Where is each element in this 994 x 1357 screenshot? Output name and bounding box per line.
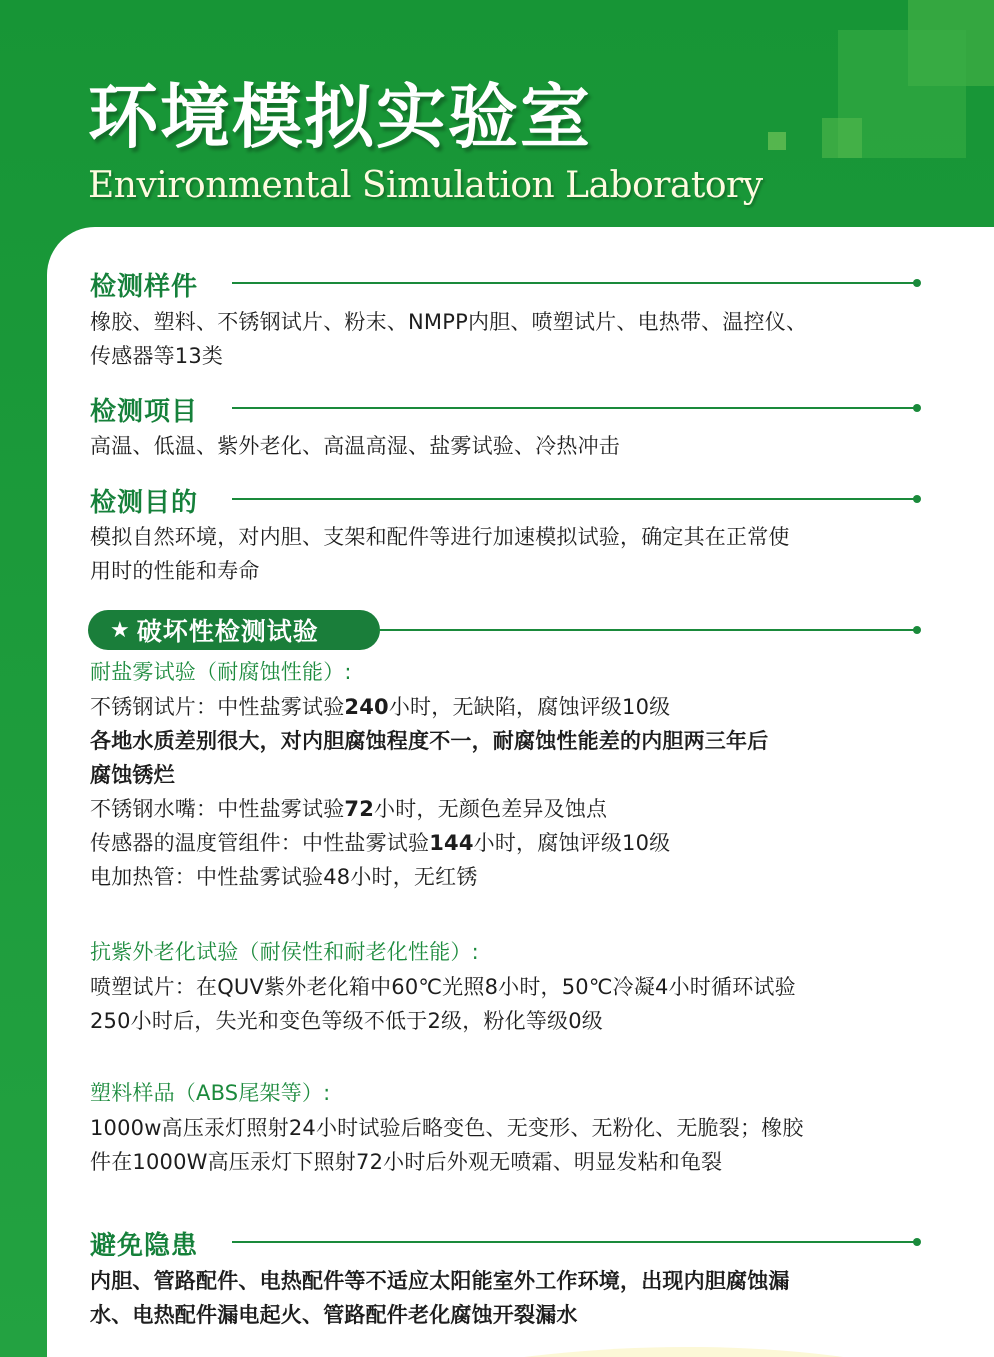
section-title: 检测目的 [90, 487, 199, 518]
section-heading-samples [90, 268, 210, 300]
section-body-avoid [90, 1264, 930, 1332]
star-icon: ★ [110, 617, 131, 643]
section-body-uv [90, 970, 930, 1038]
text-span: 小时，无颜色差异及蚀点 [374, 797, 608, 821]
text-line: 高温、低温、紫外老化、高温高湿、盐雾试验、冷热冲击 [90, 434, 620, 458]
text-line: 喷塑试片：在QUV紫外老化箱中60℃光照8小时，50℃冷凝4小时循环试验 [90, 975, 796, 999]
decor-square [822, 118, 862, 158]
subsection-title-uv: 抗紫外老化试验（耐侯性和耐老化性能）: [90, 940, 479, 964]
section-body-items [90, 429, 930, 463]
section-body-salt [90, 690, 930, 894]
section-body-plastic [90, 1111, 930, 1179]
text-line: 各地水质差别很大，对内胆腐蚀程度不一，耐腐蚀性能差的内胆两三年后 [90, 729, 769, 753]
text-span: 小时，无缺陷，腐蚀评级10级 [388, 695, 671, 719]
subsection-title-salt: 耐盐雾试验（耐腐蚀性能）: [90, 660, 352, 684]
text-line: 内胆、管路配件、电热配件等不适应太阳能室外工作环境，出现内胆腐蚀漏 [90, 1269, 790, 1293]
text-line: 模拟自然环境，对内胆、支架和配件等进行加速模拟试验，确定其在正常使 [90, 525, 790, 549]
text-line [90, 792, 930, 826]
text-line [90, 826, 930, 860]
text-span: 不锈钢试片：中性盐雾试验 [90, 695, 345, 719]
page-subtitle: Environmental Simulation Laboratory [88, 165, 763, 206]
section-title: 避免隐患 [90, 1230, 199, 1261]
text-line: 1000w高压汞灯照射24小时试验后略变色、无变形、无粉化、无脆裂；橡胶 [90, 1116, 804, 1140]
text-number: 72 [344, 797, 375, 821]
section-heading-avoid [90, 1227, 210, 1259]
page-title: 环境模拟实验室 [88, 76, 592, 158]
text-number: 240 [344, 695, 389, 719]
text-line: 腐蚀锈烂 [90, 763, 175, 787]
decor-square [768, 132, 786, 150]
text-line: 电加热管：中性盐雾试验48小时，无红锈 [90, 865, 478, 889]
destructive-test-badge [88, 610, 380, 650]
section-body-purpose [90, 520, 930, 588]
text-line: 件在1000W高压汞灯下照射72小时后外观无喷霜、明显发粘和龟裂 [90, 1150, 723, 1174]
text-line: 橡胶、塑料、不锈钢试片、粉末、NMPP内胆、喷塑试片、电热带、温控仪、 [90, 310, 808, 334]
section-rule [232, 282, 918, 284]
badge-label: 破坏性检测试验 [136, 617, 319, 646]
text-line: 水、电热配件漏电起火、管路配件老化腐蚀开裂漏水 [90, 1303, 578, 1327]
text-line: 传感器等13类 [90, 344, 224, 368]
text-line: 250小时后，失光和变色等级不低于2级，粉化等级0级 [90, 1009, 604, 1033]
subsection-title-plastic: 塑料样品（ABS尾架等）: [90, 1081, 331, 1105]
section-rule [232, 407, 918, 409]
section-body-samples [90, 305, 930, 373]
section-rule [232, 1241, 918, 1243]
text-span: 不锈钢水嘴：中性盐雾试验 [90, 797, 345, 821]
text-number: 144 [429, 831, 474, 855]
text-span: 传感器的温度管组件：中性盐雾试验 [90, 831, 430, 855]
section-title: 检测项目 [90, 396, 199, 427]
section-heading-purpose [90, 484, 210, 516]
text-line: 用时的性能和寿命 [90, 559, 260, 583]
section-title: 检测样件 [90, 271, 199, 302]
text-line [90, 690, 930, 724]
section-heading-items [90, 393, 210, 425]
section-rule [378, 629, 918, 631]
text-span: 小时，腐蚀评级10级 [473, 831, 671, 855]
section-rule [232, 498, 918, 500]
